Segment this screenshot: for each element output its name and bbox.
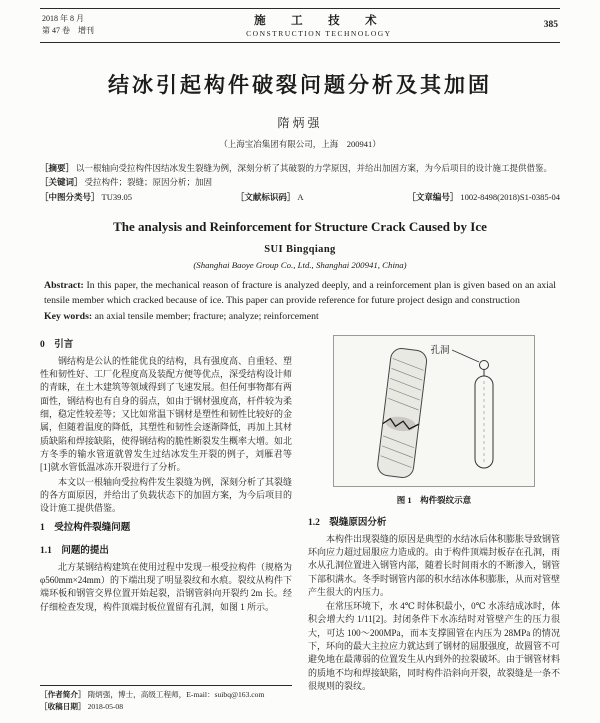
- figure-1-frame: [333, 335, 535, 487]
- section-1-2-paragraph-2: 在常压环境下，水 4℃ 时体积最小，0℃ 水冻结成冰时，体积会增大约 1/11[2]。封闭条件下水冻结时对管壁产生的压力很大，可达 100～200MPa，而本支撑圆管在内压为 28MPa 的情况下，环向的最大主拉应力就达到了钢材的屈服强度，故圆管不可避免地在最薄弱的位置发生从内到外的拉裂破坏。由于钢管材料的质地不均和焊接缺陷，同时构件沿斜向开裂，故裂缝是一条不很规则的裂纹。: [308, 601, 561, 692]
- abstract-cn-line: [40, 162, 560, 176]
- abstract-en-text: In this paper, the mechanical reason of fracture is analyzed deeply, and a reinforcement plan is given based on an axial tensile member which cracked because of ice. This paper can provide reference for future project design and construction: [44, 280, 556, 306]
- doccode-value: A: [297, 191, 304, 202]
- section-1-heading: 1 受拉构件裂缝问题: [40, 523, 131, 534]
- keywords-cn-text: 受拉构件；裂缝；原因分析；加固: [84, 176, 213, 187]
- cracked-member-shape: [376, 347, 427, 478]
- clc-value: TU39.05: [101, 191, 132, 202]
- section-1-1-paragraph-1: 北方某钢结构建筑在使用过程中发现一根受拉构件（规格为 φ560mm×24mm）的下端出现了明显裂纹和水痕。裂纹从构件下端环板和钢管交界位置开始起裂，沿钢管斜向开裂约 2m 长。经仔细检查发现，构件顶端封板位置留有孔洞，如图 1 所示。: [40, 561, 293, 612]
- issue-volume: 第 47 卷 增刊: [42, 26, 94, 35]
- keywords-en-line: [40, 311, 560, 322]
- keywords-cn-label: ［关键词］: [40, 176, 83, 187]
- figure-1-caption: 图 1 构件裂纹示意: [396, 494, 472, 505]
- author-bio-line: [40, 689, 292, 701]
- articleid-pair: [407, 191, 560, 205]
- author-name-cn: 隋炳强: [277, 116, 323, 130]
- doccode-label: ［文献标识码］: [235, 191, 296, 202]
- section-0-paragraph-1: 钢结构是公认的性能优良的结构，具有强度高、自重轻、塑性和韧性好、工厂化程度高及装配方便等优点，深受结构设计师的青睐，在土木建筑等领域得到了飞速发展。但任何事物都有两面性，钢结构也有自身的弱点，如由于钢材强度高，杆件较为柔细，稳定性较差等；又比如常温下钢材是塑性和韧性比较好的金属，但随着温度的降低，其塑性和韧性会逐渐降低，再加上其材质缺陷和焊接缺陷，使得钢结构的脆性断裂发生概率大增。如北方冬季的输水管道就曾发生过结冰发生开裂的例子，刘雁君等[1]就水管低温冰冻开裂进行了分析。: [40, 355, 293, 473]
- section-0-paragraph-2: 本文以一根轴向受拉构件发生裂缝为例，深刻分析了其裂缝的各方面原因，并给出了负载状态下的加固方案，为今后项目的设计施工提供借鉴。: [40, 476, 293, 514]
- article-title-cn: 结冰引起构件破裂问题分析及其加固: [108, 73, 492, 97]
- figure-1: [308, 335, 560, 507]
- abstract-cn-text: 以一根轴向受拉构件因结冰发生裂缝为例，深刻分析了其破裂的力学原因，并给出加固方案，为今后项目的设计施工提供借鉴。: [76, 163, 553, 173]
- journal-title-en: CONSTRUCTION TECHNOLOGY: [246, 29, 392, 38]
- section-1-1-heading: 1.1 问题的提出: [40, 545, 109, 556]
- page-number: 385: [543, 20, 558, 30]
- author-name-en: SUI Bingqiang: [264, 244, 336, 256]
- section-1-2-paragraph-1: 本构件出现裂缝的原因是典型的水结冰后体积膨胀导致钢管环向应力超过屈服应力造成的。由于构件顶端封板存在孔洞，雨水从孔洞位置进入钢管内部，随着长时间雨水的不断渗入，钢管下部积满水。冬季时钢管内部的积水结冰体积膨胀，从而对管壁产生很大的内压力。: [308, 533, 561, 597]
- keywords-en-text: an axial tensile member; fracture; analyze; reinforcement: [94, 310, 319, 322]
- journal-header: [40, 8, 560, 43]
- left-column: [40, 333, 292, 713]
- keywords-en-label: Key words:: [44, 310, 93, 322]
- abstract-cn-label: ［摘要］: [40, 163, 75, 173]
- received-date-line: [40, 701, 292, 713]
- annotation-leader-line: [452, 350, 479, 362]
- articleid-value: 1002-8498(2018)S1-0385-04: [460, 191, 560, 202]
- right-column: [308, 333, 560, 713]
- section-0-heading: 0 引言: [40, 339, 74, 350]
- figure-hole-annotation: 孔洞: [430, 345, 450, 356]
- clc-label: ［中图分类号］: [40, 191, 100, 202]
- issue-date: 2018 年 8 月: [42, 13, 84, 23]
- keywords-cn-line: [40, 176, 560, 190]
- journal-title-cn: 施 工 技 术: [254, 15, 384, 27]
- doccode-pair: [236, 191, 304, 205]
- body-columns: [40, 333, 560, 713]
- abstract-en-label: Abstract:: [44, 280, 84, 292]
- author-bio-text: 隋炳强，博士，高级工程师，E-mail：suibq@163.com: [87, 689, 265, 699]
- issue-info: [42, 13, 94, 38]
- author-bio-label: ［作者简介］: [40, 689, 86, 699]
- abstract-en-line: [40, 279, 560, 308]
- articleid-label: ［文章编号］: [407, 191, 459, 202]
- section-1-2-heading: 1.2 裂缝原因分析: [308, 517, 387, 528]
- affiliation-cn: （上海宝冶集团有限公司，上海 200941）: [219, 139, 381, 149]
- article-title-en: The analysis and Reinforcement for Structure Crack Caused by Ice: [113, 219, 487, 235]
- journal-title-block: [246, 12, 391, 38]
- article-meta-cn: [40, 162, 560, 204]
- received-date-text: 2018-05-08: [87, 701, 123, 711]
- member-outline-shape: [475, 360, 493, 468]
- crack-figure-drawing: [334, 336, 534, 486]
- received-date-label: ［收稿日期］: [40, 701, 86, 711]
- author-footnote: [40, 685, 292, 713]
- classification-line: [40, 191, 560, 205]
- clc-pair: [40, 191, 132, 205]
- affiliation-en: (Shanghai Baoye Group Co., Ltd., Shanghai 200941, China): [193, 260, 407, 271]
